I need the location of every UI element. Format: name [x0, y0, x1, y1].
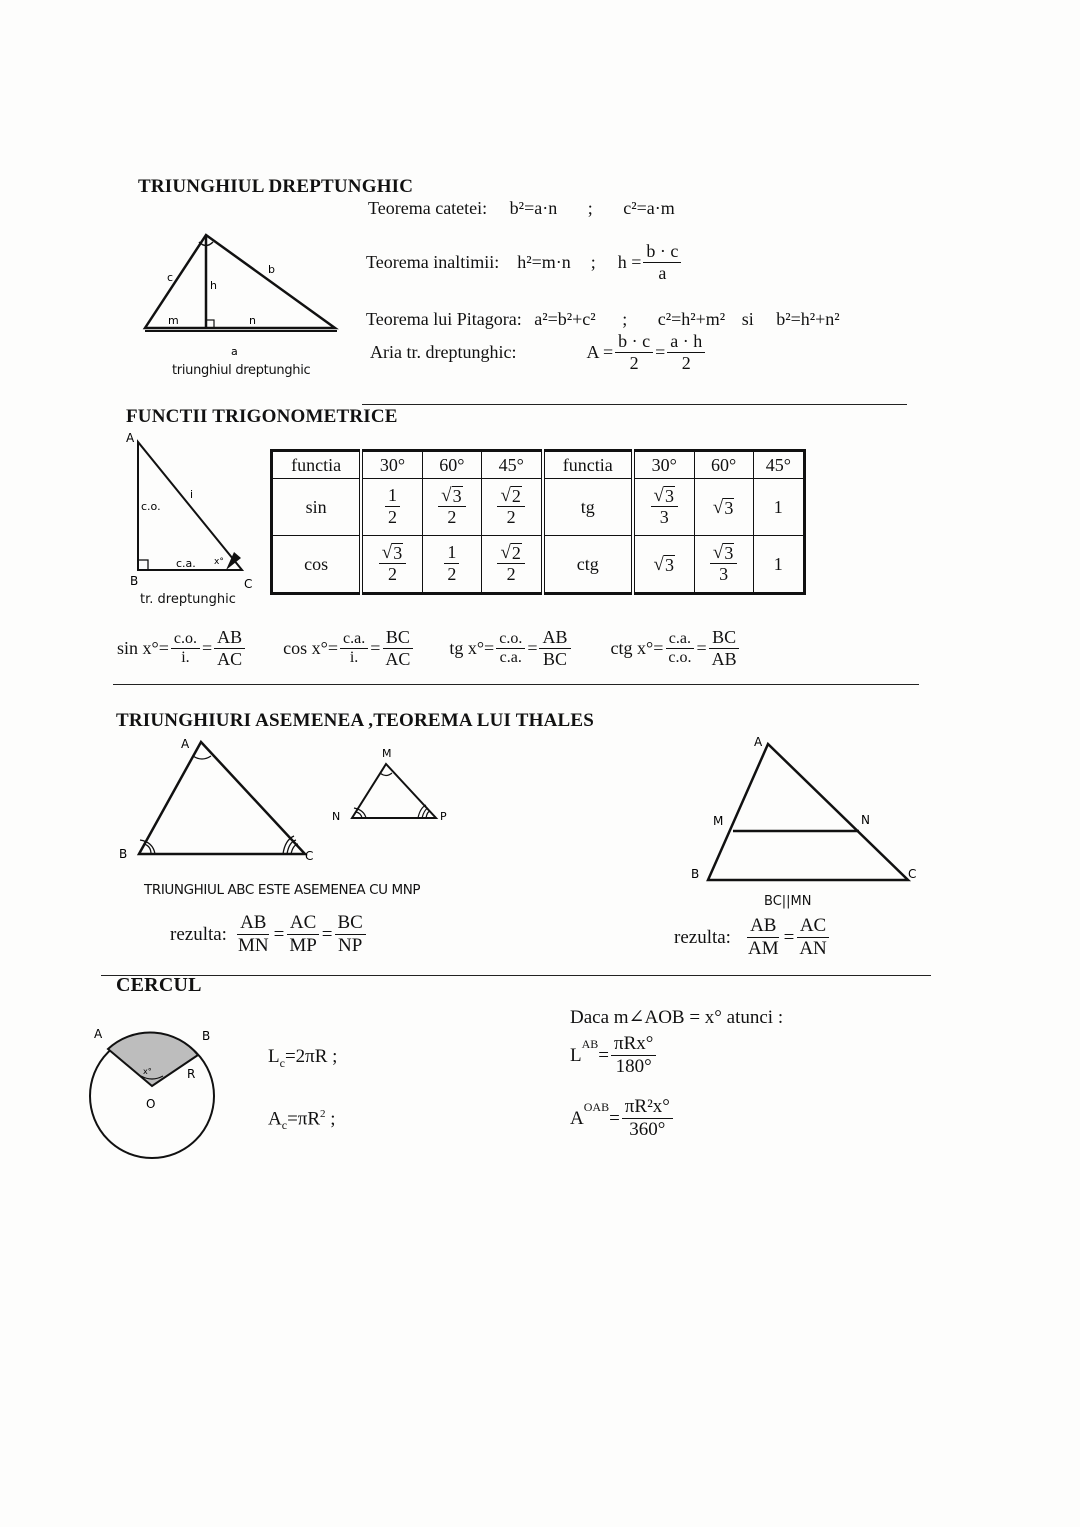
arc-length: L $^{AB}$ = $\frac{\text{πRx°}}{180^\circ}$	[570, 1034, 658, 1078]
aria-triunghi: Aria tr. dreptunghic: A = $\frac{b \cdot c}{2}$ = $\frac{a \cdot h}{2}$	[370, 332, 707, 373]
section-title-right-triangle: TRIUNGHIUL DREPTUNGHIC	[138, 176, 414, 197]
label-a: a	[231, 345, 238, 355]
label-A: A	[126, 431, 135, 445]
header-functia-2: functia	[543, 451, 633, 479]
label-A: A	[181, 737, 190, 751]
sector-area: A $^{OAB}$ = $\frac{\text{πR²x°}}{360^\circ}$	[570, 1097, 675, 1141]
label-N: N	[861, 813, 870, 827]
label-A: A	[754, 735, 763, 749]
trig-triangle-caption: tr. dreptunghic	[140, 592, 236, 607]
teorema-catetei: Teorema catetei: b²=a·n ; c²=a·m	[368, 198, 675, 218]
label-M: M	[713, 814, 724, 828]
label-O: O	[146, 1097, 156, 1111]
table-row-sin-tg: sin $\frac{1}{2}$ √ 3 2 √ 2 2 tg √ 3 3 √ 3 1	[272, 479, 805, 536]
label-C: C	[244, 577, 253, 591]
label-M: M	[382, 747, 392, 760]
label-R: R	[187, 1067, 196, 1081]
label-C: C	[305, 849, 314, 863]
section-title-similar: TRIUNGHIURI ASEMENEA ,TEOREMA LUI THALES	[116, 710, 595, 731]
triangle-MNP-diagram	[328, 742, 456, 827]
teorema-pitagora: Teorema lui Pitagora: a²=b²+c² ; c²=h²+m² si b²=h²+n²	[366, 309, 840, 329]
right-triangle-caption: triunghiul dreptunghic	[172, 363, 311, 378]
label-m: m	[168, 314, 179, 327]
inaltimii-fraction: $\frac{b \cdot c}{a}$	[643, 242, 681, 283]
label-ca: c.a.	[176, 557, 196, 570]
section-title-trig: FUNCTII TRIGONOMETRICE	[126, 406, 398, 427]
label-n: n	[249, 314, 256, 327]
divider-3	[101, 975, 931, 976]
label-c: c	[167, 271, 174, 284]
header-functia: functia	[272, 451, 362, 479]
label-x: x°	[214, 557, 224, 567]
triangle-ABC-diagram	[115, 732, 325, 867]
label-N: N	[332, 810, 341, 823]
thales-diagram	[688, 732, 920, 887]
label-B: B	[119, 847, 128, 861]
thales-caption: BC||MN	[764, 894, 812, 909]
thales-ratios: rezulta: $\frac{AB}{AM}$ = $\frac{AC}{AN}$	[674, 916, 832, 960]
label-b: b	[268, 263, 275, 276]
label-A: A	[94, 1027, 103, 1041]
similar-caption: TRIUNGHIUL ABC ESTE ASEMENEA CU MNP	[144, 882, 421, 898]
label-B: B	[691, 867, 700, 881]
label-x: x°	[143, 1067, 152, 1076]
label-i: i	[190, 488, 194, 501]
label-C: C	[908, 867, 917, 881]
section-title-circle: CERCUL	[116, 974, 202, 996]
trig-formulas: sin x°= $\frac{c.o.}{i.}$ = $\frac{AB}{AC}$ cos x°= $\frac{c.a.}{i.}$ = $\frac{BC}{AC}$ tg x°= $\frac{c.o.}{c.a.}$ = $\frac{AB}{BC}$ ctg x°= $\frac{c.a.}{c.o.}$ = $\frac{BC}{AB}$	[117, 628, 742, 669]
right-triangle-diagram	[135, 225, 350, 355]
divider-1	[362, 404, 907, 405]
table-row-cos-ctg: cos √ 3 2 $\frac{1}{2}$ √ 2 2 ctg √ 3 √ 3 3 1	[272, 536, 805, 594]
circle-diagram	[86, 1016, 226, 1168]
trig-triangle-diagram	[118, 428, 268, 600]
similar-ratios: rezulta: $\frac{AB}{MN}$ = $\frac{AC}{MP}$ = $\frac{BC}{NP}$	[170, 913, 368, 957]
circle-length: $L_c=2\pi R$ ;	[268, 1046, 338, 1070]
label-P: P	[440, 810, 447, 823]
label-co: c.o.	[141, 500, 161, 513]
circle-daca: Daca m∠AOB = x° atunci :	[570, 1007, 784, 1028]
label-B: B	[130, 574, 139, 588]
label-B: B	[202, 1029, 211, 1043]
teorema-inaltimii: Teorema inaltimii: h²=m·n ; h = $\frac{b \cdot c}{a}$	[366, 242, 683, 283]
label-h: h	[210, 279, 217, 292]
divider-2	[113, 684, 919, 685]
trig-table: functia 30° 60° 45° functia 30° 60° 45° sin $\frac{1}{2}$ √ 3 2 √ 2 2 tg √ 3 3 √ 3 1 cos √ 3 2 $\frac{1}{2}$ √ 2 2 ctg √ 3 √ 3 3 1	[270, 449, 806, 595]
circle-area: $A_c=\pi R^2$ ;	[268, 1108, 336, 1133]
